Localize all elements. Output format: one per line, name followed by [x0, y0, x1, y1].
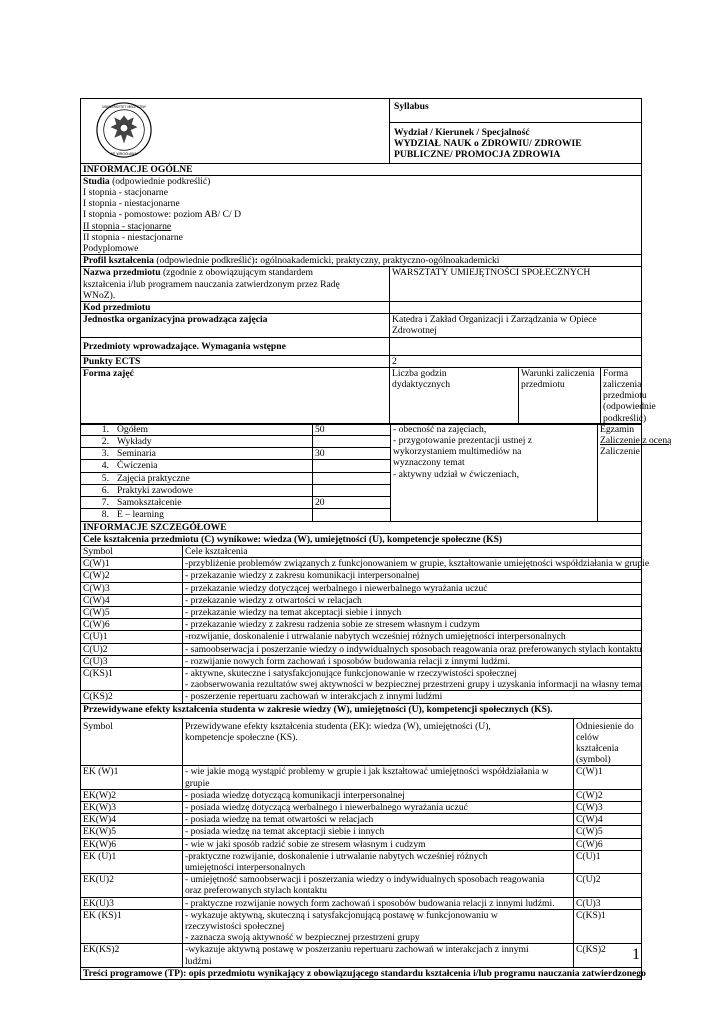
- efekt-row: [81, 897, 642, 909]
- cel-row: [81, 558, 642, 570]
- form-name: Seminaria: [117, 448, 156, 460]
- forms-list-cell: [81, 423, 313, 521]
- studia-option: I stopnia - pomostowe: poziom AB/ C/ D: [83, 209, 242, 221]
- form-hours: [313, 509, 390, 520]
- cele-col-symbol: Symbol: [81, 545, 183, 557]
- efekt-ref: C(U)3: [574, 897, 642, 909]
- cel-symbol: C(W)6: [81, 619, 183, 631]
- cel-row: [81, 570, 642, 582]
- cel-text: - przekazanie wiedzy z otwartości w relacjach: [183, 594, 642, 606]
- forma-zal-item-selected: Zaliczenie z oceną: [600, 435, 672, 447]
- efekt-symbol: EK (W)1: [81, 766, 183, 789]
- profil-hint: (odpowiednie podkreślić): [153, 255, 255, 267]
- efekt-row: [81, 826, 642, 838]
- cel-text: [183, 667, 642, 690]
- efekt-text: - posiada wiedzę dotyczącą komunikacji interpersonalnej: [183, 789, 574, 801]
- efekt-ref: C(W)4: [574, 814, 642, 826]
- cel-symbol: C(W)5: [81, 606, 183, 618]
- faculty-value: WYDZIAŁ NAUK o ZDROWIU/ ZDROWIE PUBLICZNE/ PROMOCJA ZDROWIA: [394, 138, 582, 161]
- warunki-header: Warunki zaliczenia przedmiotu: [519, 367, 601, 424]
- efekt-ref: C(W)6: [574, 838, 642, 850]
- wprowadzajace-label: Przedmioty wprowadzające. Wymagania wstępne: [81, 337, 390, 355]
- efekt-symbol: EK(W)5: [81, 826, 183, 838]
- ects-label: Punkty ECTS: [81, 355, 390, 367]
- efekty-title: Przewidywane efekty kształcenia studenta w zakresie wiedzy (W), umiejętności (U), kompetencji społecznych (KS).: [81, 703, 642, 718]
- general-info-title: INFORMACJE OGÓLNE: [81, 163, 642, 175]
- form-number: 7.: [101, 497, 109, 509]
- cel-row: [81, 582, 642, 594]
- logo-cell: [81, 99, 390, 164]
- efekt-ref: C(W)3: [574, 801, 642, 813]
- form-number: 3.: [101, 448, 109, 460]
- cel-symbol: C(U)3: [81, 655, 183, 667]
- form-hours: 50: [313, 424, 390, 436]
- studia-option-selected: II stopnia - stacjonarne: [83, 220, 172, 232]
- studia-hint: (odpowiednie podkreślić): [109, 175, 211, 187]
- cel-row: [81, 631, 642, 643]
- efekt-row: [81, 874, 642, 897]
- efekt-symbol: EK (U)1: [81, 850, 183, 873]
- jednostka-value: Katedra i Zakład Organizacji i Zarządzania w Opiece Zdrowotnej: [390, 314, 642, 337]
- cel-symbol: C(W)1: [81, 558, 183, 570]
- tresci-title: Treści programowe (TP): opis przedmiotu wynikający z obowiązującego standardu kształcenia i/lub programu nauczania zatwierdzonego: [81, 967, 642, 979]
- cel-symbol: C(W)4: [81, 594, 183, 606]
- efekt-row: [81, 801, 642, 813]
- syllabus-title: Syllabus: [390, 99, 641, 123]
- cel-text-line: - aktywne, skuteczne i satysfakcjonujące funkcjonowanie w rzeczywistości społecznej: [185, 667, 517, 679]
- forma-zal-item: Egzamin: [600, 423, 635, 435]
- efekt-text: - wie jakie mogą wystąpić problemy w grupie i jak kształtować umiejętności współdziałania w grupie: [183, 766, 574, 789]
- form-number: 5.: [101, 472, 109, 484]
- efekt-text: - umiejętność samoobserwacji i poszerzania wiedzy o indywidualnych sposobach reagowania oraz preferowanych stylach kontaktu: [183, 874, 574, 897]
- form-hours: [313, 485, 390, 497]
- cel-text: - rozwijanie nowych form zachowań i sposobów budowania relacji z innymi ludźmi.: [183, 655, 642, 667]
- form-hours: 20: [313, 497, 390, 509]
- detail-title: INFORMACJE SZCZEGÓŁOWE: [81, 521, 642, 533]
- header-info-cell: [390, 99, 642, 164]
- form-number: 4.: [101, 460, 109, 472]
- warunki-cell: [391, 423, 598, 521]
- cel-symbol: C(W)3: [81, 582, 183, 594]
- kod-label: Kod przedmiotu: [81, 302, 390, 314]
- cele-col-cele: Cele kształcenia: [183, 545, 642, 557]
- cel-symbol: C(U)1: [81, 631, 183, 643]
- efekt-text: - praktyczne rozwijanie nowych form zachowań i sposobów budowania relacji z innymi ludźmi.: [183, 897, 574, 909]
- profil-values: ogólnoakademicki, praktyczny, praktyczno-ogólnoakademicki: [260, 255, 500, 267]
- efekt-row: [81, 944, 642, 967]
- studia-option: I stopnia - niestacjonarne: [83, 198, 180, 210]
- profil-label: Profil kształcenia: [83, 255, 154, 267]
- cel-symbol: C(KS)1: [81, 667, 183, 690]
- efekt-symbol: EK(U)3: [81, 897, 183, 909]
- efekt-row: [81, 766, 642, 789]
- efekt-symbol: EK(KS)2: [81, 944, 183, 967]
- form-hours: 30: [313, 448, 390, 460]
- efekt-ref: C(KS)1: [574, 909, 642, 944]
- cel-row: [81, 643, 642, 655]
- forms-hours-cell: [313, 423, 391, 521]
- cel-text: -rozwijanie, doskonalenie i utrwalanie nabytych wcześniej różnych umiejętności interpersonalnych: [183, 631, 642, 643]
- efekt-ref: C(U)1: [574, 850, 642, 873]
- cel-text: - przekazanie wiedzy z zakresu komunikacji interpersonalnej: [183, 570, 642, 582]
- forma-zal-header: Forma zaliczenia przedmiotu (odpowiednie podkreślić): [601, 367, 642, 424]
- form-number: 8.: [101, 509, 109, 521]
- efekt-symbol: EK (KS)1: [81, 909, 183, 944]
- efekt-ref: C(KS)2: [574, 944, 642, 967]
- cel-text: - przekazanie wiedzy dotyczącej werbalnego i niewerbalnego wyrażania uczuć: [183, 582, 642, 594]
- svg-text:UNIWERSYTET MEDYCZNY: UNIWERSYTET MEDYCZNY: [102, 104, 146, 109]
- forma-zal-item: Zaliczenie: [600, 446, 640, 458]
- cel-text: - samoobserwacja i poszerzanie wiedzy o indywidualnych sposobach reagowania oraz preferowanych stylach kontaktu: [183, 643, 642, 655]
- efekt-ref: C(U)2: [574, 874, 642, 897]
- faculty-label: Wydział / Kierunek / Specjalność: [394, 127, 530, 138]
- wprowadzajace-value: [390, 337, 642, 355]
- forms-hours-table: [80, 423, 672, 522]
- cel-symbol: C(U)2: [81, 643, 183, 655]
- efekt-symbol: EK(U)2: [81, 874, 183, 897]
- form-number: 1.: [101, 423, 109, 435]
- cel-text-line: - zaobserwowania rezultatów swej aktywności w bezpiecznej przestrzeni grupy i uzyskania informacji na własny temat: [185, 679, 643, 691]
- header-row: [81, 99, 642, 164]
- form-name: E – learning: [117, 509, 164, 521]
- cel-text: - przekazanie wiedzy z zakresu radzenia sobie ze stresem własnym i cudzym: [183, 619, 642, 631]
- nazwa-value: WARSZTATY UMIEJĘTNOŚCI SPOŁECZNYCH: [390, 267, 642, 302]
- form-number: 2.: [101, 436, 109, 448]
- cel-row: [81, 619, 642, 631]
- form-name: Samokształcenie: [117, 497, 182, 509]
- efekt-text: - wie w jaki sposób radzić sobie ze stresem własnym i cudzym: [183, 838, 574, 850]
- cel-symbol: C(W)2: [81, 570, 183, 582]
- warunek-item: - obecność na zajęciach,: [393, 423, 487, 435]
- studia-option: I stopnia - stacjonarne: [83, 187, 168, 199]
- efekt-symbol: EK(W)4: [81, 814, 183, 826]
- hours-header: Liczba godzin dydaktycznych: [390, 367, 519, 424]
- form-name: Ćwiczenia: [117, 460, 158, 472]
- nazwa-label: Nazwa przedmiotu: [83, 267, 161, 279]
- syllabus-table: [80, 98, 656, 425]
- form-hours: [313, 436, 390, 448]
- efekt-text: - posiada wiedzę na temat otwartości w relacjach: [183, 814, 574, 826]
- form-name: Ogółem: [117, 423, 148, 435]
- efekt-text: - posiada wiedzę na temat akceptacji siebie i innych: [183, 826, 574, 838]
- nazwa-hint: (zgodnie z obowiązującym standardem kształcenia i/lub programem nauczania zatwierdzonym przez Radę WNoZ).: [83, 267, 340, 301]
- efekt-ref: C(W)2: [574, 789, 642, 801]
- studia-option: II stopnia - niestacjonarne: [83, 231, 183, 243]
- efekt-row: [81, 789, 642, 801]
- efekt-text-line: - zaznacza swoją aktywność w bezpiecznej przestrzeni grupy: [185, 932, 420, 944]
- efekt-row: [81, 909, 642, 944]
- jednostka-label: Jednostka organizacyjna prowadząca zajęcia: [81, 314, 390, 337]
- profil-cell: [81, 255, 642, 267]
- efekt-row: [81, 850, 642, 873]
- efekt-text: [183, 909, 574, 944]
- form-name: Praktyki zawodowe: [117, 484, 193, 496]
- efekt-row: [81, 838, 642, 850]
- cel-row: [81, 667, 642, 690]
- efekt-ref: C(W)1: [574, 766, 642, 789]
- ef-col-desc: Przewidywane efekty kształcenia studenta (EK): wiedza (W), umiejętności (U), kompetencje społeczne (KS).: [183, 718, 574, 766]
- studia-label: Studia: [83, 175, 110, 187]
- efekt-text: -wykazuje aktywną postawę w poszerzaniu repertuaru zachowań w interakcjach z innymi ludźmi: [183, 944, 574, 967]
- ects-value: 2: [390, 355, 642, 367]
- efekt-symbol: EK(W)2: [81, 789, 183, 801]
- efekt-text-line: - wykazuje aktywną, skuteczną i satysfakcjonującą postawę w funkcjonowaniu w rzeczywistości społecznej: [185, 909, 498, 932]
- efekty-table: [80, 718, 646, 980]
- cel-row: [81, 655, 642, 667]
- profil-colon: :: [254, 255, 261, 267]
- detail-table: [80, 521, 650, 719]
- efekt-text: - posiada wiedzę dotyczącą werbalnego i niewerbalnego wyrażania uczuć: [183, 801, 574, 813]
- kod-value: [390, 302, 642, 314]
- warunek-item: - przygotowanie prezentacji ustnej z wykorzystaniem multimediów na wyznaczony temat: [393, 435, 533, 469]
- cele-title: Cele kształcenia przedmiotu (C) wynikowe: wiedza (W), umiejętności (U), kompetencje społeczne (KS): [81, 533, 642, 545]
- cel-row: [81, 594, 642, 606]
- university-seal-logo: [95, 101, 153, 159]
- form-number: 6.: [101, 484, 109, 496]
- svg-text:WE WROCŁAWIU: WE WROCŁAWIU: [109, 152, 139, 157]
- forma-label: Forma zajęć: [81, 367, 390, 424]
- studia-cell: [81, 175, 642, 254]
- studia-option: Podyplomowe: [83, 243, 139, 255]
- forma-zal-cell: [598, 423, 672, 521]
- cel-text: -przybliżenie problemów związanych z funkcjonowaniem w grupie, kształtowanie umiejętności współdziałania w grupie: [183, 558, 642, 570]
- efekt-symbol: EK(W)3: [81, 801, 183, 813]
- cel-text: - poszerzenie repertuaru zachowań w interakcjach z innymi ludźmi: [183, 691, 642, 703]
- nazwa-label-cell: [81, 267, 390, 302]
- ef-col-symbol: Symbol: [81, 718, 183, 766]
- cel-row: [81, 606, 642, 618]
- cel-symbol: C(KS)2: [81, 691, 183, 703]
- form-name: Wykłady: [117, 436, 152, 448]
- warunek-item: - aktywny udział w ćwiczeniach,: [393, 468, 519, 480]
- page-number: 1: [632, 946, 640, 963]
- efekt-text: -praktyczne rozwijanie, doskonalenie i utrwalanie nabytych wcześniej różnych umiejętności interpersonalnych: [183, 850, 574, 873]
- ef-col-ref: Odniesienie do celów kształcenia (symbol): [574, 718, 642, 766]
- form-hours: [313, 460, 390, 472]
- efekt-symbol: EK(W)6: [81, 838, 183, 850]
- form-hours: [313, 473, 390, 485]
- form-name: Zajęcia praktyczne: [117, 472, 190, 484]
- cel-text: - przekazanie wiedzy na temat akceptacji siebie i innych: [183, 606, 642, 618]
- cel-row: [81, 691, 642, 703]
- efekt-row: [81, 814, 642, 826]
- syllabus-document: [80, 98, 672, 980]
- efekt-ref: C(W)5: [574, 826, 642, 838]
